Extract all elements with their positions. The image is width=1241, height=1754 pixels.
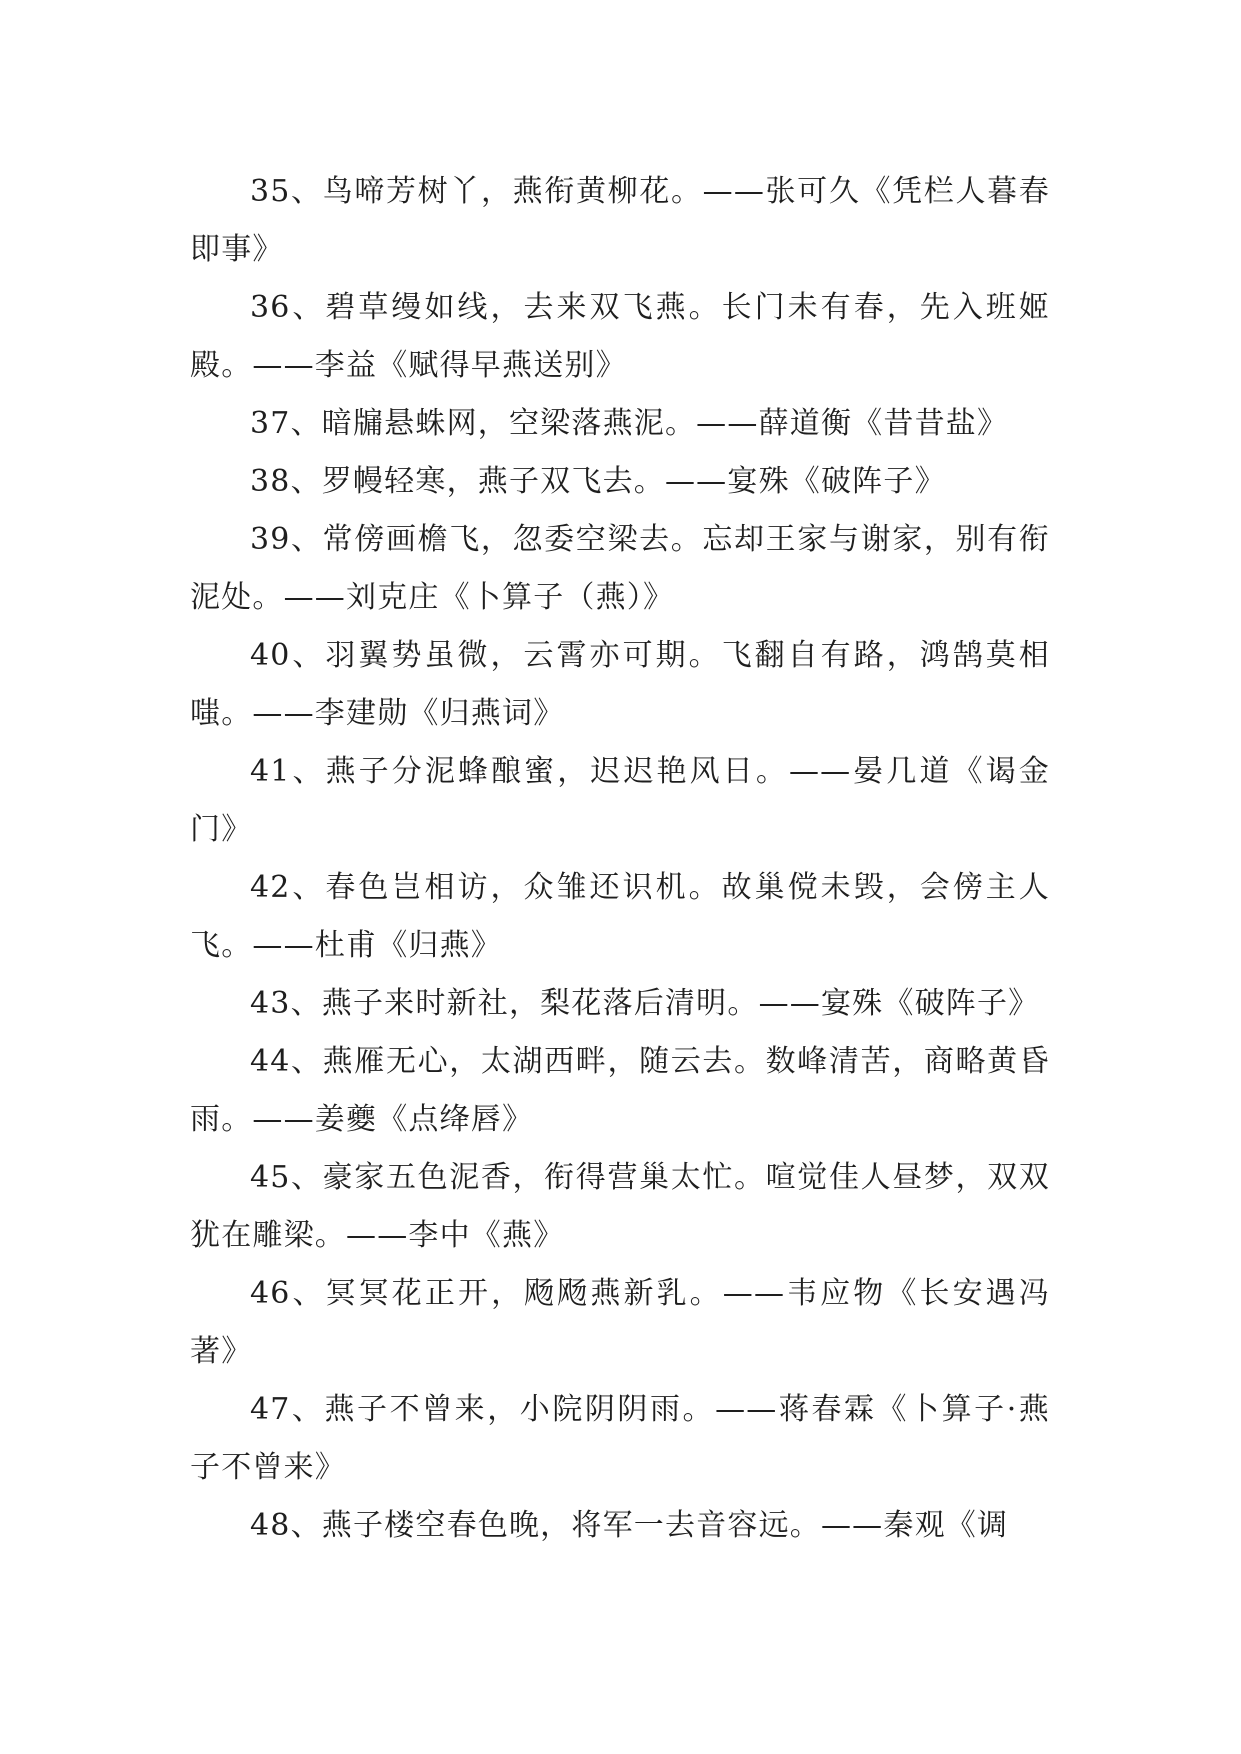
poem-line-35: 35、鸟啼芳树丫，燕衔黄柳花。——张可久《凭栏人暮春即事》: [190, 174, 1050, 267]
poem-line-40: 40、羽翼势虽微，云霄亦可期。飞翻自有路，鸿鹄莫相嗤。——李建勋《归燕词》: [190, 638, 1050, 731]
poem-line-45: 45、豪家五色泥香，衔得营巢太忙。喧觉佳人昼梦，双双犹在雕梁。——李中《燕》: [190, 1160, 1050, 1253]
poem-line-46: 46、冥冥花正开，飏飏燕新乳。——韦应物《长安遇冯著》: [190, 1276, 1050, 1369]
poem-line-47: 47、燕子不曾来，小院阴阴雨。——蒋春霖《卜算子·燕子不曾来》: [190, 1392, 1050, 1485]
poem-line-43: 43、燕子来时新社，梨花落后清明。——宴殊《破阵子》: [250, 986, 1040, 1021]
poem-line-48: 48、燕子楼空春色晚，将军一去音容远。——秦观《调: [250, 1508, 1009, 1543]
poem-line-41: 41、燕子分泥蜂酿蜜，迟迟艳风日。——晏几道《谒金门》: [190, 754, 1050, 847]
poem-list: [190, 163, 1050, 1555]
poem-line-38: 38、罗幔轻寒，燕子双飞去。——宴殊《破阵子》: [250, 464, 946, 499]
poem-line-36: 36、碧草缦如线，去来双飞燕。长门未有春，先入班姬殿。——李益《赋得早燕送别》: [190, 290, 1050, 383]
poem-line-37: 37、暗牖悬蛛网，空梁落燕泥。——薛道衡《昔昔盐》: [250, 406, 1009, 441]
poem-line-39: 39、常傍画檐飞，忽委空梁去。忘却王家与谢家，别有衔泥处。——刘克庄《卜算子（燕）》: [190, 522, 1050, 615]
poem-line-44: 44、燕雁无心，太湖西畔，随云去。数峰清苦，商略黄昏雨。——姜夔《点绛唇》: [190, 1044, 1050, 1137]
poem-line-42: 42、春色岂相访，众雏还识机。故巢傥未毁，会傍主人飞。——杜甫《归燕》: [190, 870, 1050, 963]
